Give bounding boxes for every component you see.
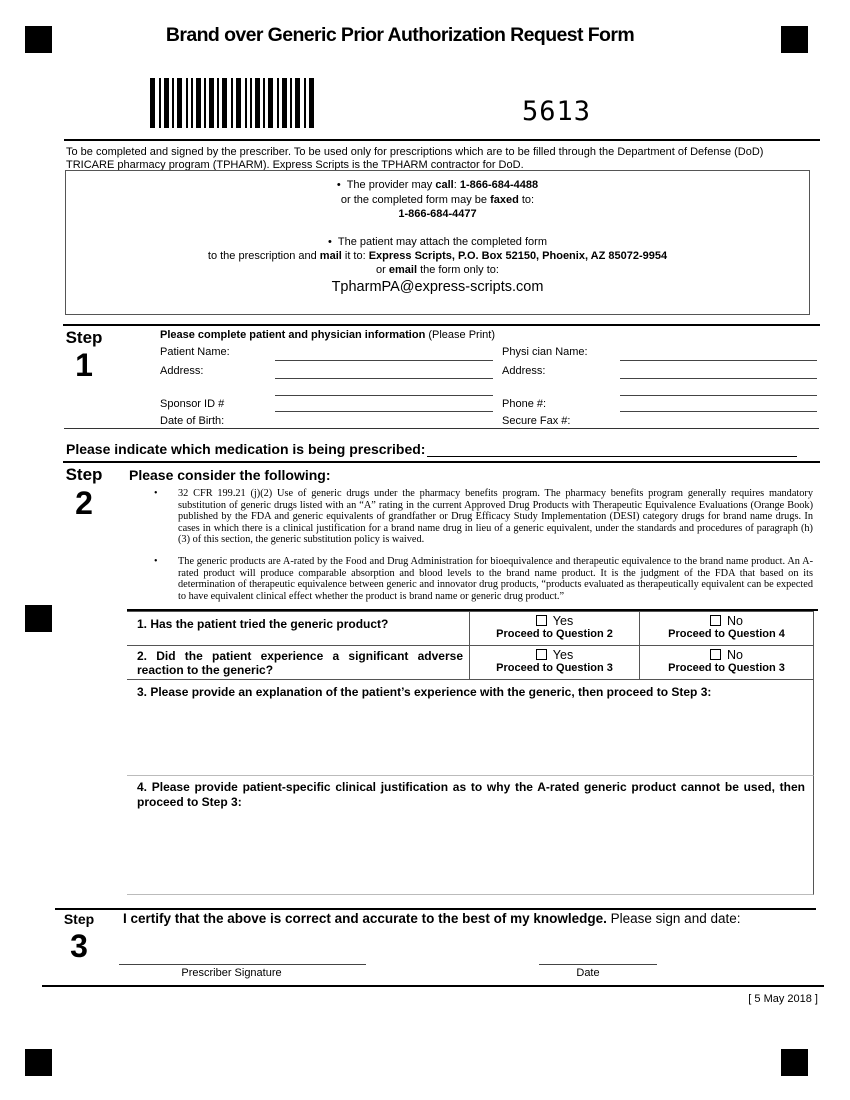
certify-bold: I certify that the above is correct and accurate to the best of my knowledge. [123, 911, 607, 926]
step2-heading: Please consider the following: [129, 467, 331, 483]
form-title: Brand over Generic Prior Authorization Request Form [165, 24, 635, 46]
phone-label: Phone #: [502, 398, 547, 410]
registration-mark [781, 1049, 808, 1076]
email-suffix: the form only to: [417, 264, 499, 276]
question-2-cell [127, 645, 470, 680]
physician-address-field[interactable] [620, 378, 817, 379]
patient-address-field-2[interactable] [275, 395, 493, 396]
call-line: • The provider may call: 1-866-684-4488 [66, 178, 809, 192]
step1-heading-bold: Please complete patient and physician information [160, 329, 426, 341]
step1-number: 1 [75, 347, 93, 383]
consideration-text: 32 CFR 199.21 (j)(2) Use of generic drugs under the pharmacy benefits program. The pharmacy benefits program generally requires mandatory substitution of generic drugs listed with an “A” rating in the current Approved Drug Products with Therapeutic Equivalence Evaluations (Orange Book) published by the FDA and generic equivalents of grandfather or Drug Efficacy Study Implementation (DESI) category drugs for brand name drugs. In cases in which there is a clinical justification for a brand name drug in lieu of a generic equivalent, under the standards and procedures of paragraph (h)(3) of this section, the generic substitution policy is waived. [178, 488, 813, 546]
question-4-answer[interactable] [127, 775, 814, 895]
step1-heading-normal: (Please Print) [425, 329, 495, 341]
email-word: email [388, 264, 418, 276]
q1-no-action: Proceed to Question 4 [668, 628, 785, 640]
patient-name-label: Patient Name: [160, 346, 230, 358]
question-1: 1. Has the patient tried the generic product? [137, 617, 389, 631]
date-label: Date [576, 967, 600, 979]
q1-yes-line [470, 614, 639, 628]
sponsor-id-label: Sponsor ID # [160, 398, 225, 410]
q1-yes-option[interactable] [469, 611, 640, 646]
patient-address-field[interactable] [275, 378, 493, 379]
step2-number: 2 [75, 485, 93, 521]
fax-suffix: to: [518, 194, 535, 206]
q2-yes-line [470, 648, 639, 662]
mail-mid: it to: [341, 250, 369, 262]
date-field[interactable] [539, 964, 657, 965]
checkbox-icon[interactable] [536, 649, 547, 660]
question-3: 3. Please provide an explanation of the patient’s experience with the generic, then proceed to Step 3: [137, 685, 712, 699]
q1-no-option[interactable] [639, 611, 814, 646]
contact-box [65, 170, 810, 315]
bullet-icon [328, 236, 338, 248]
bullet-icon: • [154, 488, 158, 499]
medication-field[interactable] [427, 456, 797, 457]
step1-heading [160, 329, 495, 341]
physician-name-field[interactable] [620, 360, 817, 361]
bullet-icon: • [154, 556, 158, 567]
registration-mark [25, 605, 52, 632]
sponsor-id-field[interactable] [275, 411, 493, 412]
call-word: call [435, 179, 454, 191]
physician-name-label: Physi cian Name: [502, 346, 588, 358]
divider [64, 139, 820, 141]
q2-no-option[interactable] [639, 645, 814, 680]
divider [63, 461, 820, 463]
consideration-text: The generic products are A-rated by the Food and Drug Administration for bioequivalence and therapeutic equivalence to the brand name product. An A-rated product will produce comparable absorption and blood levels to the brand name product. It is the judgment of the FDA that based on its determination of therapeutic equivalence between generic and innovator drug products, “products evaluated as therapeutically equivalent can be expected to have equivalent clinical effect whether the product is brand name or generic drug product.” [178, 556, 813, 602]
patient-address-label: Address: [160, 365, 204, 377]
q2-yes-label: Yes [552, 648, 574, 662]
consideration-item [154, 488, 813, 546]
question-4: 4. Please provide patient-specific clinical justification as to why the A-rated generic product cannot be used, then proceed to Step 3: [137, 780, 805, 809]
fax-number: 1-866-684-4477 [398, 208, 477, 220]
fax-number-line [66, 207, 809, 221]
email-address: TpharmPA@express-scripts.com [331, 279, 544, 295]
q2-yes-action: Proceed to Question 3 [496, 662, 613, 674]
email-line [66, 263, 809, 277]
question-1-cell [127, 611, 470, 646]
q1-no-label: No [727, 614, 743, 628]
q1-yes-label: Yes [552, 614, 574, 628]
step2-label: Step [65, 465, 103, 484]
q1-no-line [640, 614, 813, 628]
mail-prefix: to the prescription and [207, 250, 320, 262]
medication-prompt: Please indicate which medication is being prescribed: [66, 441, 426, 457]
certify-statement [123, 911, 741, 926]
step3-label: Step [63, 911, 95, 927]
divider [55, 908, 816, 910]
attach-text: The patient may attach the completed form [337, 236, 547, 248]
barcode [150, 78, 320, 128]
q1-yes-action: Proceed to Question 2 [496, 628, 613, 640]
secure-fax-label: Secure Fax #: [502, 415, 571, 427]
q2-no-label: No [727, 648, 743, 662]
registration-mark [25, 1049, 52, 1076]
q2-no-action: Proceed to Question 3 [668, 662, 785, 674]
patient-name-field[interactable] [275, 360, 493, 361]
signature-field[interactable] [119, 964, 366, 965]
q2-no-line [640, 648, 813, 662]
certify-normal: Please sign and date: [606, 911, 741, 926]
question-2: 2. Did the patient experience a significant adverse reaction to the generic? [137, 649, 463, 677]
question-3-answer[interactable] [127, 679, 814, 776]
attach-line [66, 235, 809, 249]
step1-label: Step [65, 328, 103, 347]
fax-prefix: or the completed form may be [340, 194, 491, 206]
checkbox-icon[interactable] [710, 649, 721, 660]
dob-label: Date of Birth: [160, 415, 225, 427]
phone-field[interactable] [620, 411, 817, 412]
physician-address-label: Address: [502, 365, 546, 377]
divider [63, 324, 820, 326]
divider [42, 985, 824, 987]
mail-line [66, 249, 809, 263]
physician-address-field-2[interactable] [620, 395, 817, 396]
signature-label: Prescriber Signature [181, 967, 282, 979]
checkbox-icon[interactable] [710, 615, 721, 626]
fax-word: faxed [490, 194, 519, 206]
email-prefix: or [376, 264, 389, 276]
call-prefix: The provider may [346, 179, 436, 191]
mail-word: mail [319, 250, 342, 262]
divider [64, 428, 819, 429]
call-number: 1-866-684-4488 [459, 179, 539, 191]
form-number: 5613 [522, 96, 592, 127]
intro-text: To be completed and signed by the prescriber. To be used only for prescriptions which are to be filled through the Department of Defense (DoD) TRICARE pharmacy program (TPHARM). Express Scripts is the TPHARM contractor for DoD. [66, 146, 764, 171]
mail-address: Express Scripts, P.O. Box 52150, Phoenix, AZ 85072-9954 [368, 250, 668, 262]
bullet-icon [337, 179, 347, 191]
q2-yes-option[interactable] [469, 645, 640, 680]
consideration-item [154, 556, 813, 602]
fax-line [66, 193, 809, 207]
step3-number: 3 [70, 928, 88, 964]
checkbox-icon[interactable] [536, 615, 547, 626]
revision-date: [ 5 May 2018 ] [748, 993, 818, 1005]
